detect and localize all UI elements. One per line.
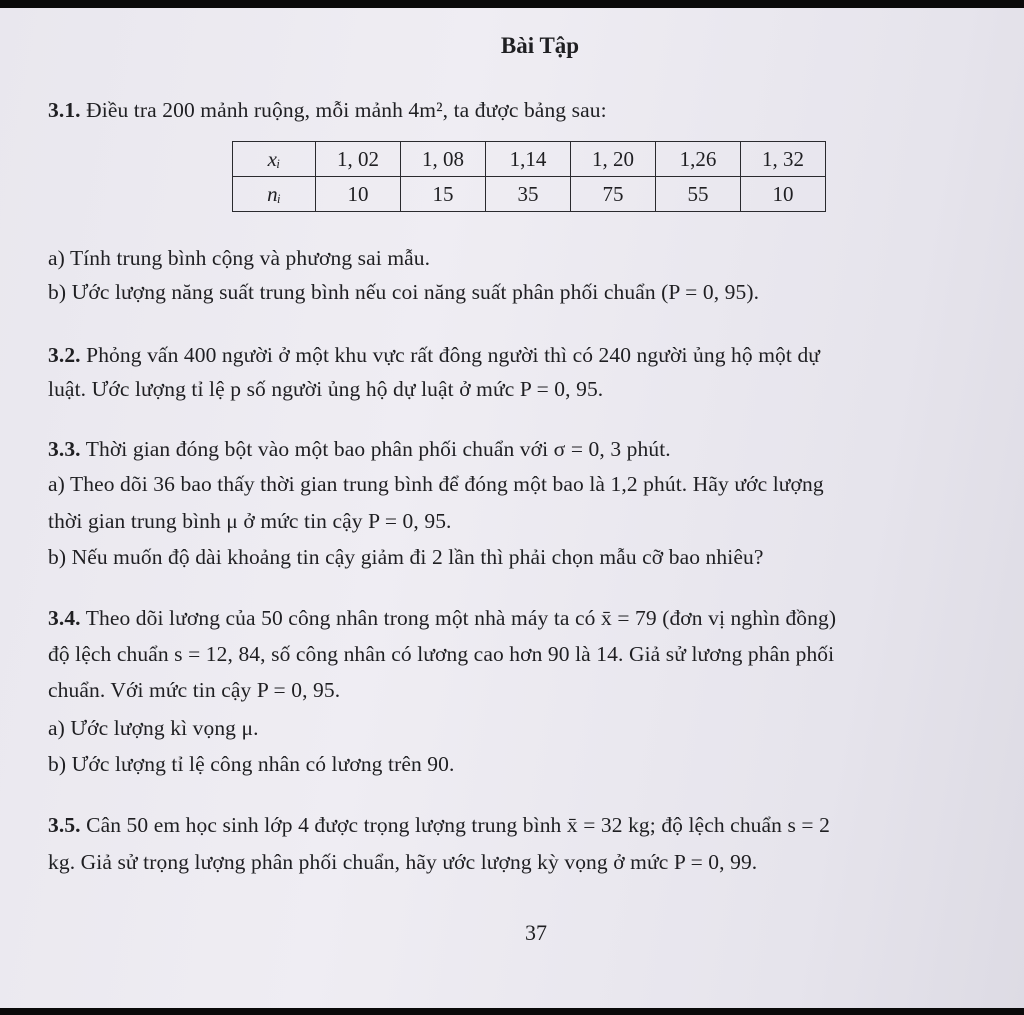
table-cell: 1, 02 bbox=[316, 142, 401, 177]
exercise-number: 3.2. bbox=[48, 343, 81, 367]
table-cell: 75 bbox=[571, 177, 656, 212]
exercise-3-2-line-1 bbox=[48, 343, 820, 368]
table-header-n: nᵢ bbox=[233, 177, 316, 212]
table-cell: 1, 32 bbox=[741, 142, 826, 177]
page-title: Bài Tập bbox=[500, 33, 580, 58]
table-cell: 55 bbox=[656, 177, 741, 212]
exercise-3-4-line-3: chuẩn. Với mức tin cậy P = 0, 95. bbox=[48, 678, 341, 702]
exercise-3-1-text bbox=[48, 98, 607, 123]
exercise-3-1-part-a: a) Tính trung bình cộng và phương sai mẫu. bbox=[48, 246, 431, 270]
exercise-3-4-line-1 bbox=[48, 606, 836, 631]
exercise-3-5-line-2: kg. Giả sử trọng lượng phân phối chuẩn, hãy ước lượng kỳ vọng ở mức P = 0, 99. bbox=[48, 850, 758, 874]
table-header-x: xᵢ bbox=[233, 142, 316, 177]
table-cell: 10 bbox=[741, 177, 826, 212]
table-cell: 10 bbox=[316, 177, 401, 212]
exercise-3-1-part-b: b) Ước lượng năng suất trung bình nếu coi năng suất phân phối chuẩn (P = 0, 95). bbox=[48, 280, 760, 304]
textbook-page bbox=[0, 8, 1024, 1008]
table-cell: 35 bbox=[486, 177, 571, 212]
table-row-n bbox=[233, 177, 826, 212]
exercise-number: 3.3. bbox=[48, 437, 81, 461]
table-cell: 1,14 bbox=[486, 142, 571, 177]
exercise-3-5-statement: Cân 50 em học sinh lớp 4 được trọng lượng trung bình x̄ = 32 kg; độ lệch chuẩn s = 2 bbox=[86, 813, 830, 837]
page-number: 37 bbox=[525, 920, 547, 945]
table-cell: 1, 20 bbox=[571, 142, 656, 177]
exercise-3-3-line-1 bbox=[48, 437, 671, 462]
exercise-3-5-line-1 bbox=[48, 813, 830, 838]
exercise-3-4-part-a: a) Ước lượng kì vọng μ. bbox=[48, 716, 259, 740]
table-cell: 15 bbox=[401, 177, 486, 212]
table-cell: 1, 08 bbox=[401, 142, 486, 177]
exercise-3-3-part-a-1: a) Theo dõi 36 bao thấy thời gian trung bình để đóng một bao là 1,2 phút. Hãy ước lượng bbox=[48, 472, 824, 496]
exercise-3-3-statement: Thời gian đóng bột vào một bao phân phối chuẩn với σ = 0, 3 phút. bbox=[85, 437, 671, 461]
exercise-3-4-line-2: độ lệch chuẩn s = 12, 84, số công nhân có lương cao hơn 90 là 14. Giả sử lương phân phối bbox=[48, 642, 835, 666]
exercise-3-2-line-2: luật. Ước lượng tỉ lệ p số người ủng hộ dự luật ở mức P = 0, 95. bbox=[48, 377, 604, 401]
data-table bbox=[232, 141, 826, 212]
exercise-3-3-part-b: b) Nếu muốn độ dài khoảng tin cậy giảm đi 2 lần thì phải chọn mẫu cỡ bao nhiêu? bbox=[48, 545, 764, 569]
exercise-3-4-part-b: b) Ước lượng tỉ lệ công nhân có lương trên 90. bbox=[48, 752, 455, 776]
exercise-3-3-part-a-2: thời gian trung bình μ ở mức tin cậy P = 0, 95. bbox=[48, 509, 452, 533]
exercise-number: 3.1. bbox=[48, 98, 81, 122]
exercise-3-4-statement: Theo dõi lương của 50 công nhân trong một nhà máy ta có x̄ = 79 (đơn vị nghìn đồng) bbox=[85, 606, 837, 630]
exercise-3-2-statement: Phỏng vấn 400 người ở một khu vực rất đông người thì có 240 người ủng hộ một dự bbox=[86, 343, 821, 367]
exercise-number: 3.4. bbox=[48, 606, 81, 630]
table-row-x bbox=[233, 142, 826, 177]
exercise-3-1-statement: Điều tra 200 mảnh ruộng, mỗi mảnh 4m², ta được bảng sau: bbox=[86, 98, 607, 122]
table-cell: 1,26 bbox=[656, 142, 741, 177]
exercise-number: 3.5. bbox=[48, 813, 81, 837]
